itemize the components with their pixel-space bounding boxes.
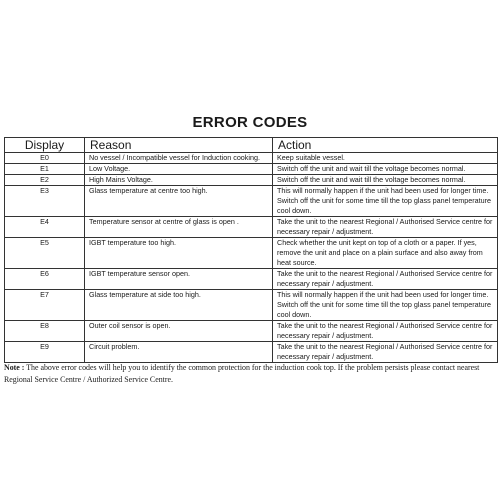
page-title: ERROR CODES: [192, 114, 308, 131]
action-cell: Switch off the unit and wait till the voltage becomes normal.: [273, 175, 498, 186]
error-code-cell: E0: [5, 153, 85, 164]
error-codes-table: [4, 137, 498, 363]
reason-cell: IGBT temperature too high.: [85, 238, 273, 269]
table-header-row: [5, 138, 498, 153]
table-row: [5, 290, 498, 321]
reason-cell: High Mains Voltage.: [85, 175, 273, 186]
action-cell: Switch off the unit and wait till the voltage becomes normal.: [273, 164, 498, 175]
reason-cell: Temperature sensor at centre of glass is open .: [85, 217, 273, 238]
column-header-reason: Reason: [85, 138, 273, 153]
action-cell: Take the unit to the nearest Regional / Authorised Service centre for necessary repair / adjustment.: [273, 217, 498, 238]
error-code-cell: E2: [5, 175, 85, 186]
error-code-cell: E4: [5, 217, 85, 238]
reason-cell: Glass temperature at side too high.: [85, 290, 273, 321]
error-code-cell: E5: [5, 238, 85, 269]
error-code-cell: E6: [5, 269, 85, 290]
action-cell: This will normally happen if the unit had been used for longer time. Switch off the unit for some time till the top glass panel temperature cool down.: [273, 186, 498, 217]
note-label: Note :: [4, 363, 25, 372]
table-row: [5, 175, 498, 186]
table-row: [5, 153, 498, 164]
error-code-cell: E7: [5, 290, 85, 321]
table-row: [5, 217, 498, 238]
error-code-cell: E8: [5, 321, 85, 342]
column-header-action: Action: [273, 138, 498, 153]
table-row: [5, 186, 498, 217]
reason-cell: Low Voltage.: [85, 164, 273, 175]
footnote: [4, 362, 496, 386]
table-row: [5, 238, 498, 269]
reason-cell: Circuit problem.: [85, 342, 273, 363]
action-cell: Take the unit to the nearest Regional / Authorised Service centre for necessary repair / adjustment.: [273, 269, 498, 290]
table-row: [5, 342, 498, 363]
action-cell: Take the unit to the nearest Regional / Authorised Service centre for necessary repair / adjustment.: [273, 342, 498, 363]
action-cell: Check whether the unit kept on top of a cloth or a paper. If yes, remove the unit and place on a plain surface and also away from heat source.: [273, 238, 498, 269]
reason-cell: Glass temperature at centre too high.: [85, 186, 273, 217]
error-code-cell: E3: [5, 186, 85, 217]
action-cell: This will normally happen if the unit had been used for longer time. Switch off the unit for some time till the top glass panel temperature cool down.: [273, 290, 498, 321]
table-row: [5, 269, 498, 290]
note-text: The above error codes will help you to identify the common protection for the induction cook top. If the problem persists please contact nearest Regional Service Centre / Authorized Service Centre.: [4, 363, 480, 384]
column-header-display: Display: [5, 138, 85, 153]
action-cell: Take the unit to the nearest Regional / Authorised Service centre for necessary repair / adjustment.: [273, 321, 498, 342]
error-code-cell: E9: [5, 342, 85, 363]
reason-cell: Outer coil sensor is open.: [85, 321, 273, 342]
reason-cell: No vessel / Incompatible vessel for Induction cooking.: [85, 153, 273, 164]
table-row: [5, 164, 498, 175]
reason-cell: IGBT temperature sensor open.: [85, 269, 273, 290]
action-cell: Keep suitable vessel.: [273, 153, 498, 164]
error-code-cell: E1: [5, 164, 85, 175]
table-row: [5, 321, 498, 342]
